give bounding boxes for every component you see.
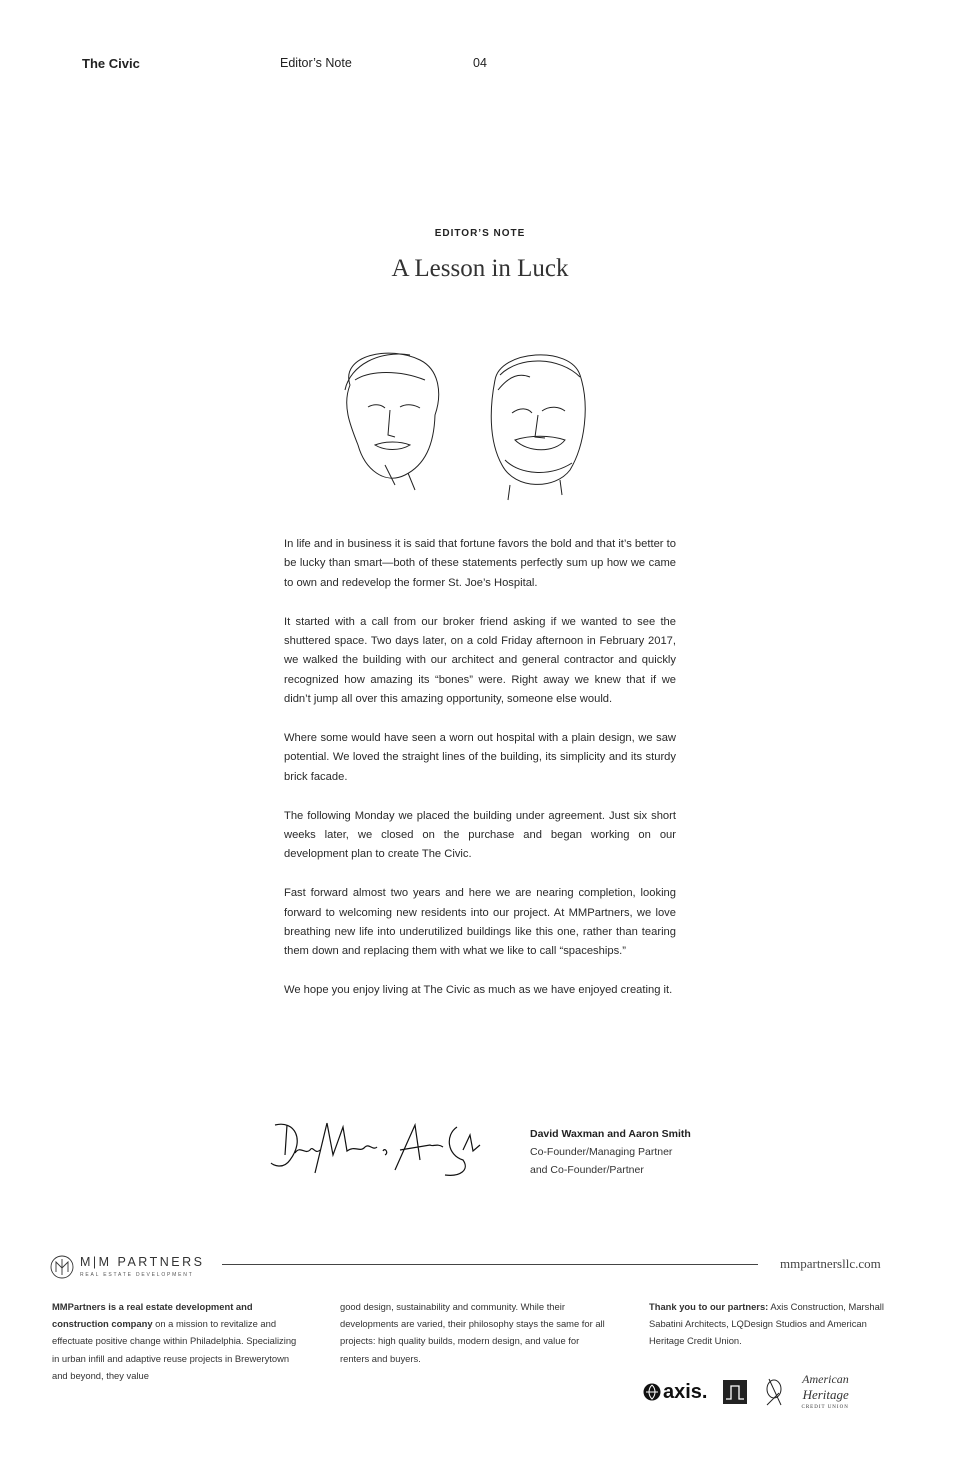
ah-line-1: American — [802, 1372, 849, 1386]
signer-role-2: and Co-Founder/Partner — [530, 1164, 644, 1176]
american-heritage-logo — [801, 1372, 848, 1412]
ah-line-2: Heritage — [802, 1387, 849, 1402]
footer-text: on a mission to revitalize and effectuate positive change within Philadelphia. Specializing in urban infill and adaptive reuse projects in Brewerytown and beyond, they value — [52, 1318, 297, 1381]
portrait-sketches-illustration — [330, 345, 630, 505]
ah-line-3: CREDIT UNION — [801, 1405, 849, 1410]
signer-names: David Waxman and Aaron Smith — [530, 1128, 691, 1140]
paragraph: Where some would have seen a worn out hospital with a plain design, we saw potential. We loved the straight lines of the building, its simplicity and its sturdy brick facade. — [284, 732, 676, 783]
paragraph: Fast forward almost two years and here we are nearing completion, looking forward to welcoming new residents into our project. At MMPartners, we love breathing new life into underutilized buildings like this one, rather than tearing them down and replacing them with what we like to call “spaceships.” — [284, 887, 676, 958]
page-number: 04 — [473, 56, 487, 70]
face-sketch-left — [345, 353, 439, 490]
mm-monogram-icon — [50, 1255, 74, 1279]
axis-wordmark: axis. — [663, 1380, 708, 1403]
partner-logos — [643, 1372, 849, 1412]
signer-block — [530, 1125, 691, 1179]
handwritten-signature — [265, 1115, 485, 1180]
website-url[interactable]: mmpartnersllc.com — [780, 1256, 881, 1271]
signer-role-1: Co-Founder/Managing Partner — [530, 1146, 673, 1158]
footer-column-3 — [649, 1298, 889, 1350]
axis-globe-icon — [643, 1383, 661, 1401]
paragraph: We hope you enjoy living at The Civic as much as we have enjoyed creating it. — [284, 984, 673, 997]
article-body — [284, 535, 676, 1020]
face-sketch-right — [491, 355, 585, 500]
footer-text: Axis Construction, Marshall Sabatini Architects, LQDesign Studios and American Heritage Credit Union. — [649, 1301, 884, 1347]
brand-title: The Civic — [82, 56, 140, 71]
lqdesign-logo — [763, 1377, 785, 1407]
section-label: Editor’s Note — [280, 56, 352, 70]
kicker: EDITOR’S NOTE — [434, 228, 526, 239]
footer-divider — [222, 1264, 758, 1265]
msa-architects-logo — [723, 1380, 747, 1404]
paragraph: In life and in business it is said that fortune favors the bold and that it’s better to be lucky than smart—both of these statements perfectly sum up how we came to own and redevelop the former St. Joe’s Hospital. — [284, 538, 676, 589]
article-title: A Lesson in Luck — [391, 255, 569, 282]
paragraph: The following Monday we placed the building under agreement. Just six short weeks later, we closed on the purchase and began working on our development plan to create The Civic. — [284, 809, 676, 861]
logo-subtitle: REAL ESTATE DEVELOPMENT — [80, 1272, 194, 1278]
footer-column-2: good design, sustainability and community. While their developments are varied, their philosophy stays the same for all projects: high quality builds, modern design, and value for renters and buyers. — [340, 1301, 605, 1364]
axis-logo — [643, 1381, 707, 1404]
footer-column-1 — [52, 1298, 297, 1384]
mmpartners-logo — [50, 1254, 204, 1279]
footer-bold: Thank you to our partners: — [649, 1301, 769, 1312]
footer-bold: MMPartners is a real estate development and construction company — [52, 1301, 253, 1330]
paragraph: It started with a call from our broker friend asking if we wanted to see the shuttered space. Two days later, on a cold Friday afternoon in February 2017, we walked the building with our architect and general contractor and quickly recognized how amazing its “bones” were. Right away we knew that if we didn’t jump all over this amazing opportunity, someone else would. — [284, 615, 676, 706]
logo-name: M|M PARTNERS — [80, 1255, 205, 1269]
